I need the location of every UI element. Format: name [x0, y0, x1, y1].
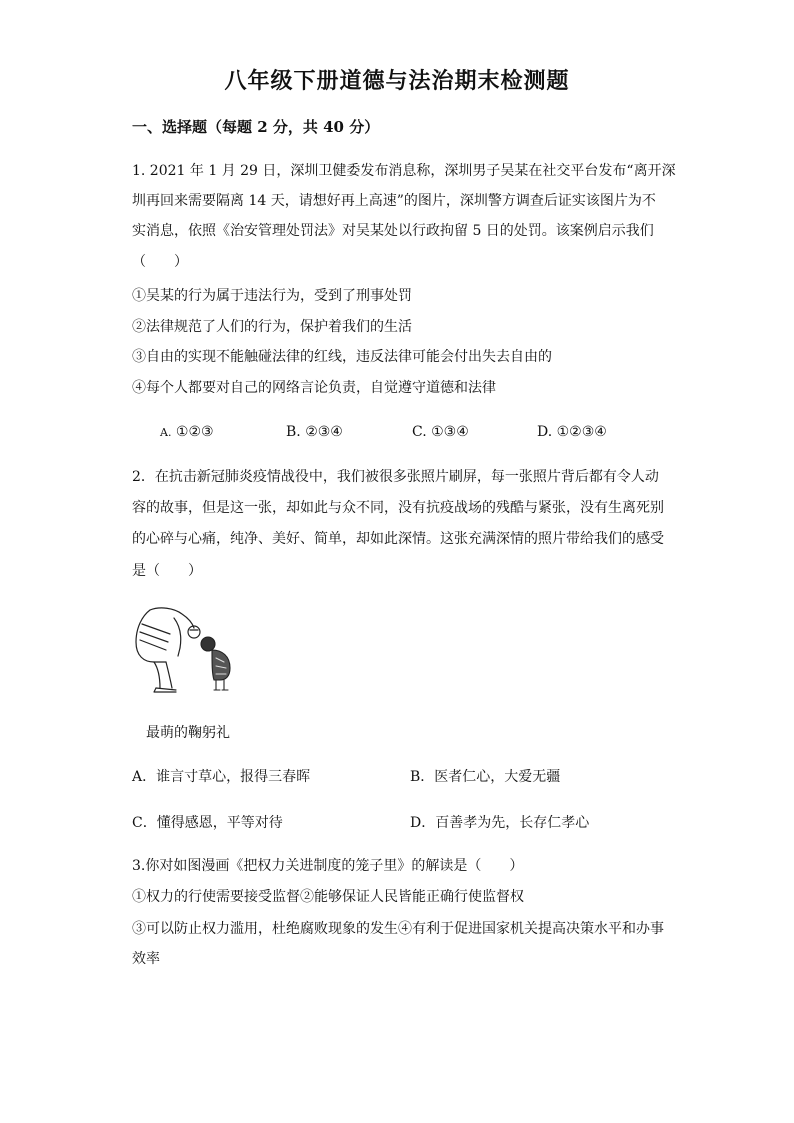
q1-statement-4: ④每个人都要对自己的网络言论负责，自觉遵守道德和法律: [132, 380, 496, 396]
page-title: 八年级下册道德与法治期末检测题: [224, 68, 570, 94]
q2-line-3: 的心碎与心痛，纯净、美好、简单，却如此深情。这张充满深情的照片带给我们的感受: [132, 531, 664, 547]
q1-line-3: 实消息，依照《治安管理处罚法》对吴某处以行政拘留 5 日的处罚。该案例启示我们: [132, 223, 654, 239]
q1-option-c: C. ①③④: [412, 424, 469, 440]
q1-line-1: 1. 2021 年 1 月 29 日，深圳卫健委发布消息称，深圳男子吴某在社交平台发布“离开深: [132, 163, 676, 179]
q3-line-3: ③可以防止权力滥用，杜绝腐败现象的发生④有利于促进国家机关提高决策水平和办事: [132, 921, 664, 937]
q1-option-a-letter: A.: [160, 426, 172, 439]
q2-option-c: C．懂得感恩，平等对待: [132, 815, 283, 831]
q2-option-b: B．医者仁心，大爱无疆: [410, 769, 561, 785]
q1-statement-1: ①吴某的行为属于违法行为，受到了刑事处罚: [132, 288, 412, 304]
q1-option-b: B. ②③④: [286, 424, 343, 440]
q3-line-1: 3.你对如图漫画《把权力关进制度的笼子里》的解读是（ ）: [132, 858, 524, 874]
q3-line-2: ①权力的行使需要接受监督②能够保证人民皆能正确行使监督权: [132, 889, 524, 905]
q1-option-a: [160, 424, 214, 440]
q2-option-d: D．百善孝为先，长存仁孝心: [410, 815, 590, 831]
q3-line-4: 效率: [132, 951, 160, 967]
q1-option-a-text: ①②③: [175, 424, 214, 440]
q1-line-2: 圳再回来需要隔离 14 天，请想好再上高速”的图片，深圳警方调查后证实该图片为不: [132, 193, 656, 209]
q1-option-d: D. ①②③④: [537, 424, 607, 440]
bowing-illustration: [130, 604, 245, 696]
q1-statement-2: ②法律规范了人们的行为，保护着我们的生活: [132, 319, 412, 335]
figure-caption: 最萌的鞠躬礼: [146, 725, 230, 741]
q1-line-4: （ ）: [132, 254, 188, 270]
q2-line-4: 是（ ）: [132, 563, 202, 579]
section-heading: 一、选择题（每题 2 分，共 40 分）: [132, 118, 380, 136]
q1-statement-3: ③自由的实现不能触碰法律的红线，违反法律可能会付出失去自由的: [132, 349, 552, 365]
q2-option-a: A．谁言寸草心，报得三春晖: [132, 769, 311, 785]
q2-line-1: 2．在抗击新冠肺炎疫情战役中，我们被很多张照片刷屏，每一张照片背后都有令人动: [132, 469, 659, 485]
q2-line-2: 容的故事，但是这一张，却如此与众不同，没有抗疫战场的残酷与紧张，没有生离死别: [132, 500, 664, 516]
